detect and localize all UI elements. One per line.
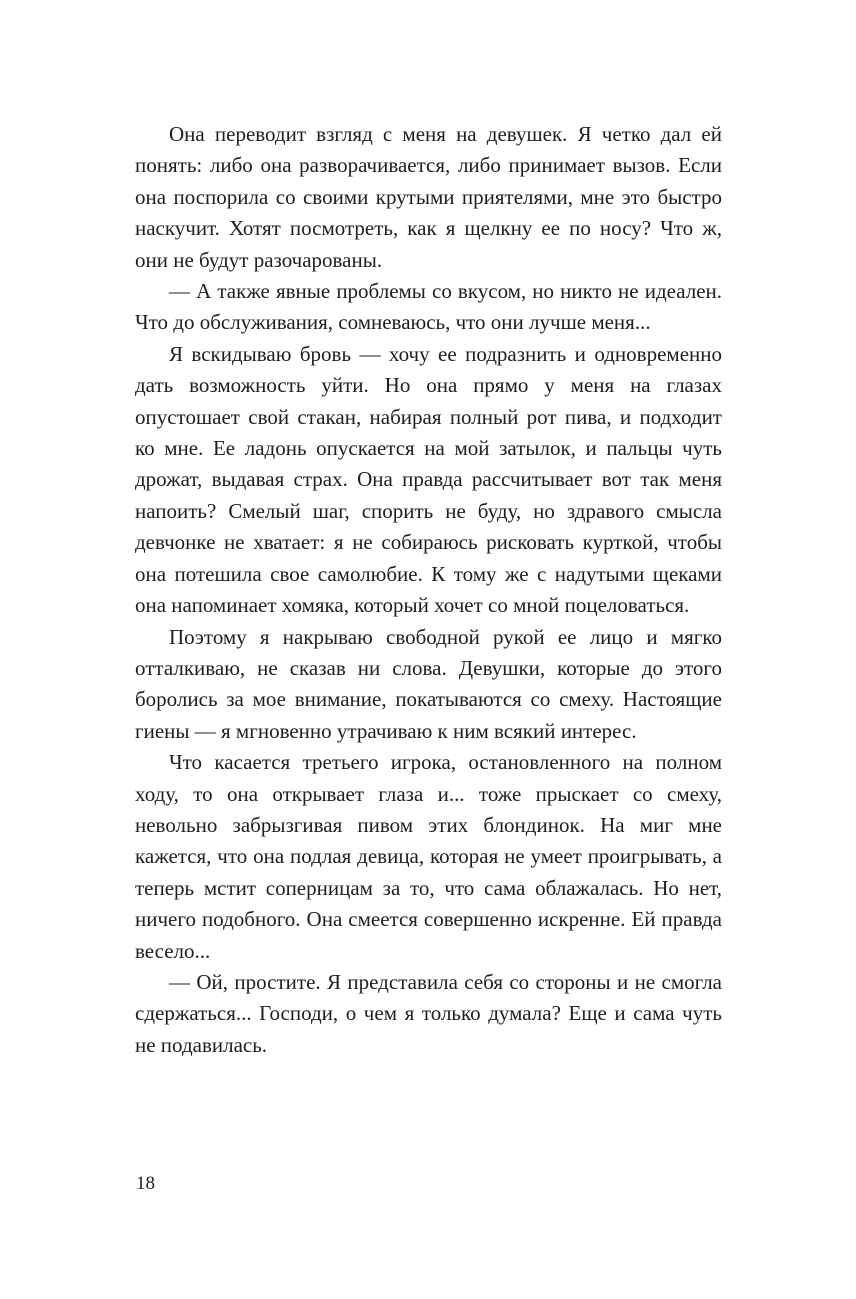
page-text — [135, 119, 722, 1061]
paragraph: Я вскидываю бровь — хочу ее подразнить и одновременно дать возможность уйти. Но она прямо у меня на глазах опустошает свой стакан, набирая полный рот пива, и подходит ко мне. Ее ладонь опускается на мой затылок, и пальцы чуть дрожат, выдавая страх. Она правда рассчитывает вот так меня напоить? Смелый шаг, спорить не буду, но здравого смысла девчонке не хватает: я не собираюсь рисковать курткой, чтобы она потешила свое самолюбие. К тому же с надутыми щеками она напоминает хомяка, который хочет со мной поцеловаться. — [135, 341, 722, 618]
paragraph-dialogue: — А также явные проблемы со вкусом, но никто не идеален. Что до обслуживания, сомневаюсь, что они лучше меня... — [135, 279, 722, 335]
paragraph: Она переводит взгляд с меня на девушек. Я четко дал ей понять: либо она разворачивается, либо принимает вызов. Если она поспорила со своими крутыми приятелями, мне это быстро наскучит. Хотят посмотреть, как я щелкну ее по носу? Что ж, они не будут разочарованы. — [135, 122, 722, 272]
page-number: 18 — [136, 1173, 155, 1194]
paragraph: Поэтому я накрываю свободной рукой ее лицо и мягко отталкиваю, не сказав ни слова. Девушки, которые до этого боролись за мое внимание, покатываются со смеху. Настоящие гиены — я мгновенно утрачиваю к ним всякий интерес. — [135, 624, 722, 743]
paragraph: Что касается третьего игрока, остановленного на полном ходу, то она открывает глаза и... тоже прыскает со смеху, невольно забрызгивая пивом этих блондинок. На миг мне кажется, что она подлая девица, которая не умеет проигрывать, а теперь мстит соперницам за то, что сама облажалась. Но нет, ничего подобного. Она смеется совершенно искренне. Ей правда весело... — [135, 750, 722, 963]
paragraph-dialogue: — Ой, простите. Я представила себя со стороны и не смогла сдержаться... Господи, о чем я только думала? Еще и сама чуть не подавилась. — [135, 969, 722, 1057]
